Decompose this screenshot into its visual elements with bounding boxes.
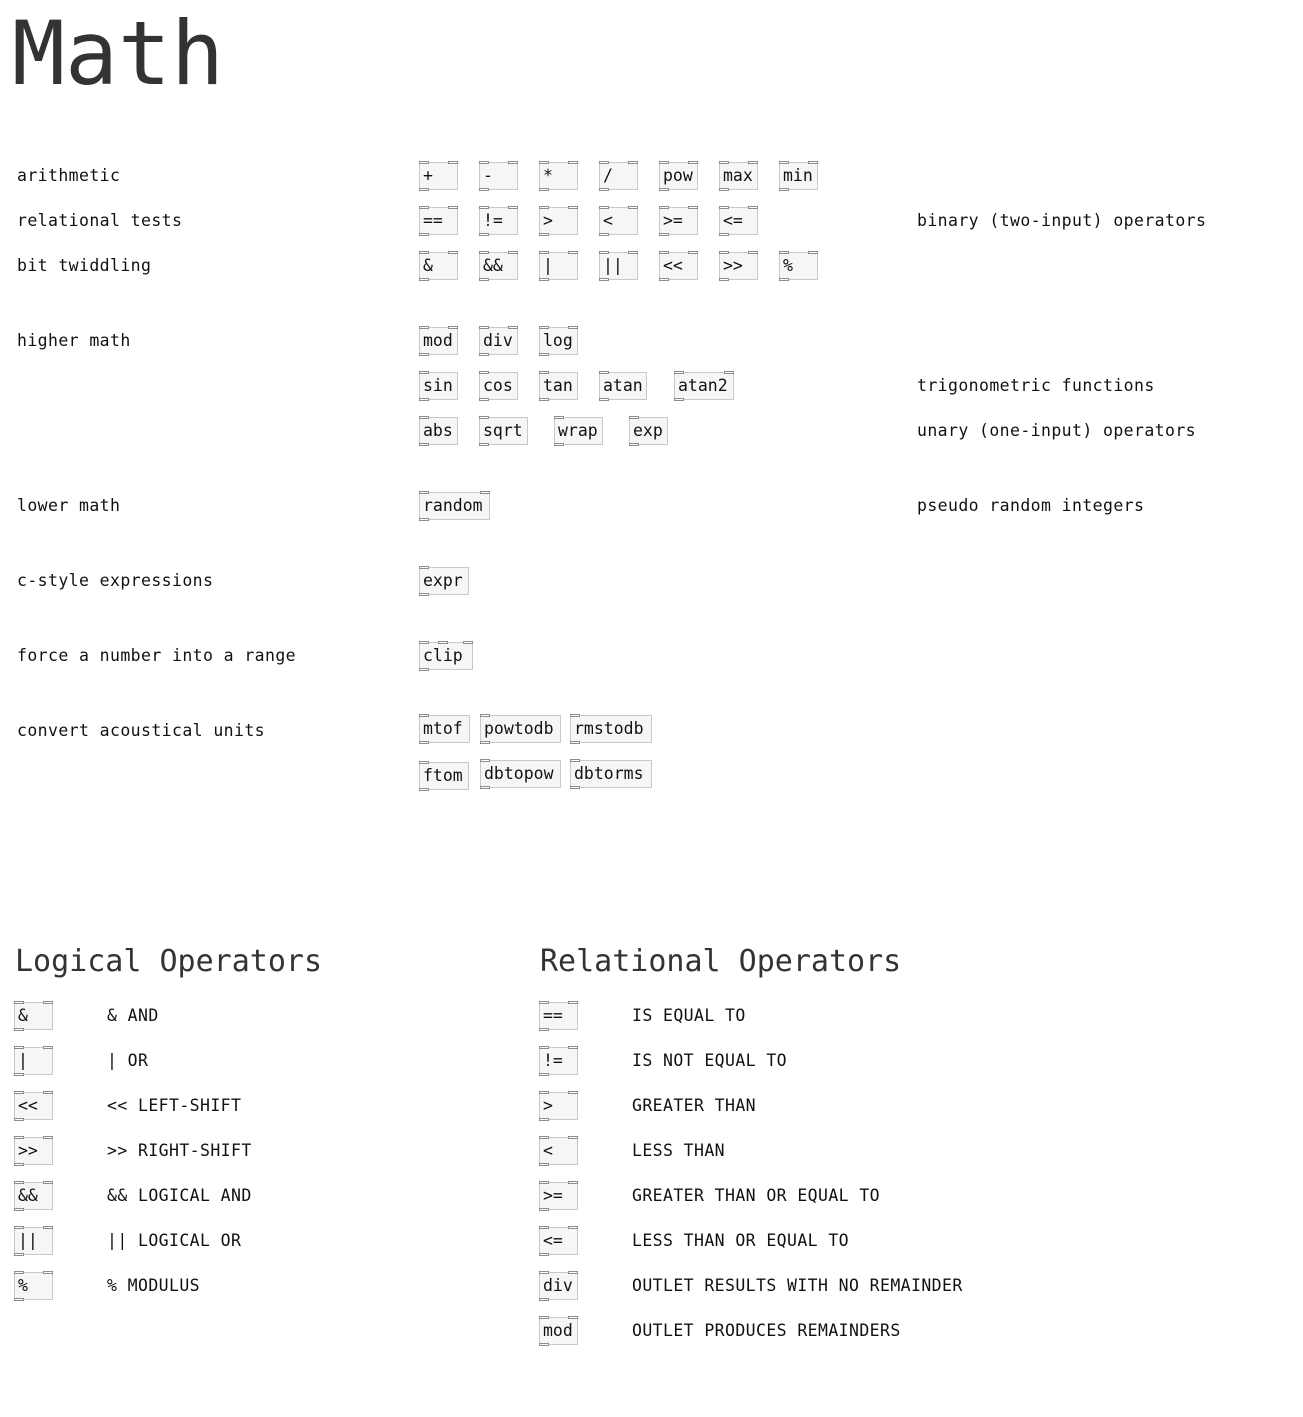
object-box[interactable]: == [419,207,458,235]
object-box[interactable]: log [539,327,578,355]
label-lower-math: lower math [17,496,121,515]
object-box[interactable]: ftom [419,762,469,790]
object-box[interactable]: / [599,162,638,190]
label-force-range: force a number into a range [17,646,297,665]
object-box[interactable]: & [419,252,458,280]
object-box[interactable]: > [539,1092,578,1120]
object-box[interactable]: | [539,252,578,280]
logical-desc: || LOGICAL OR [107,1231,242,1250]
object-box[interactable]: * [539,162,578,190]
object-box[interactable]: rmstodb [570,715,652,743]
label-arithmetic: arithmetic [17,166,121,185]
relational-desc: GREATER THAN OR EQUAL TO [632,1186,881,1205]
object-box[interactable]: >> [719,252,758,280]
relational-desc: IS EQUAL TO [632,1006,746,1025]
logical-desc: | OR [107,1051,149,1070]
object-box[interactable]: dbtopow [480,760,561,788]
object-box[interactable]: || [599,252,638,280]
object-box[interactable]: mod [539,1317,578,1345]
object-box[interactable]: powtodb [480,715,561,743]
relational-desc: OUTLET RESULTS WITH NO REMAINDER [632,1276,963,1295]
object-box[interactable]: && [479,252,518,280]
relational-desc: GREATER THAN [632,1096,757,1115]
note-unary-operators: unary (one-input) operators [917,421,1197,440]
object-box[interactable]: clip [419,642,473,670]
object-box[interactable]: div [479,327,518,355]
object-box[interactable]: tan [539,372,578,400]
object-box[interactable]: & [14,1002,53,1030]
logical-desc: % MODULUS [107,1276,201,1295]
object-box[interactable]: << [659,252,698,280]
object-box[interactable]: > [539,207,578,235]
object-box[interactable]: && [14,1182,53,1210]
object-box[interactable]: wrap [554,417,603,445]
object-box[interactable]: mod [419,327,458,355]
object-box[interactable]: cos [479,372,518,400]
object-box[interactable]: mtof [419,715,470,743]
object-box[interactable]: exp [629,417,668,445]
relational-desc: IS NOT EQUAL TO [632,1051,788,1070]
object-box[interactable]: >> [14,1137,53,1165]
object-box[interactable]: abs [419,417,458,445]
label-c-style-expressions: c-style expressions [17,571,214,590]
object-box[interactable]: != [479,207,518,235]
object-box[interactable]: - [479,162,518,190]
object-box[interactable]: dbtorms [570,760,652,788]
object-box[interactable]: atan2 [674,372,734,400]
object-box[interactable]: % [779,252,818,280]
object-box[interactable]: <= [719,207,758,235]
logical-desc: && LOGICAL AND [107,1186,252,1205]
relational-desc: LESS THAN [632,1141,726,1160]
relational-desc: OUTLET PRODUCES REMAINDERS [632,1321,901,1340]
page-title: Math [12,2,224,105]
relational-operators-heading: Relational Operators [540,944,902,979]
object-box[interactable]: sqrt [479,417,528,445]
label-higher-math: higher math [17,331,131,350]
object-box[interactable]: atan [599,372,647,400]
object-box[interactable]: max [719,162,758,190]
object-box[interactable]: || [14,1227,53,1255]
logical-desc: >> RIGHT-SHIFT [107,1141,252,1160]
object-box[interactable]: != [539,1047,578,1075]
logical-operators-heading: Logical Operators [15,944,323,979]
logical-desc: & AND [107,1006,159,1025]
object-box[interactable]: min [779,162,818,190]
note-trig-functions: trigonometric functions [917,376,1155,395]
note-binary-operators: binary (two-input) operators [917,211,1207,230]
object-box[interactable]: + [419,162,458,190]
label-bit-twiddling: bit twiddling [17,256,152,275]
label-convert-units: convert acoustical units [17,721,266,740]
object-box[interactable]: | [14,1047,53,1075]
note-random-integers: pseudo random integers [917,496,1145,515]
object-box[interactable]: >= [539,1182,578,1210]
object-box[interactable]: << [14,1092,53,1120]
object-box[interactable]: expr [419,567,469,595]
label-relational-tests: relational tests [17,211,183,230]
object-box[interactable]: >= [659,207,698,235]
object-box[interactable]: pow [659,162,698,190]
object-box[interactable]: div [539,1272,578,1300]
object-box[interactable]: < [539,1137,578,1165]
logical-desc: << LEFT-SHIFT [107,1096,242,1115]
relational-desc: LESS THAN OR EQUAL TO [632,1231,850,1250]
object-box[interactable]: % [14,1272,53,1300]
object-box[interactable]: < [599,207,638,235]
object-box[interactable]: == [539,1002,578,1030]
object-box[interactable]: random [419,492,490,520]
object-box[interactable]: <= [539,1227,578,1255]
object-box[interactable]: sin [419,372,458,400]
